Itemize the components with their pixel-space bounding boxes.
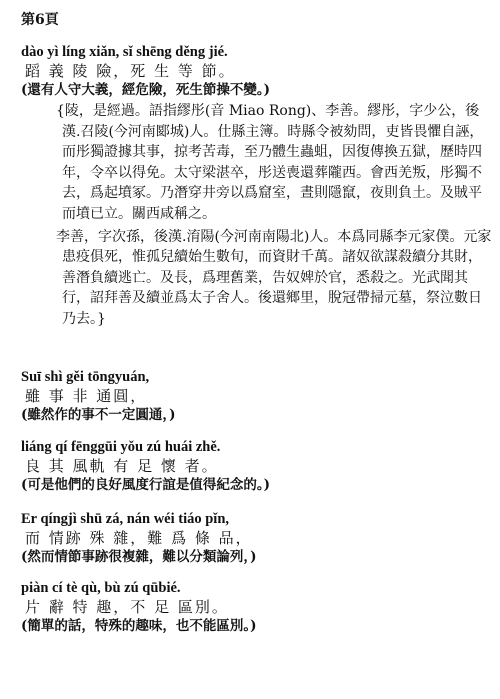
pinyin-line: dào yì líng xiǎn, sǐ shēng děng jié. — [21, 44, 228, 60]
annotation-paragraph-2: 李善，字次孫，後漢.淯陽(今河南南陽北)人。本爲同縣李元家僕。元家患疫俱死，惟孤兒續始生數旬，而資財千萬。諸奴欲謀殺續分其財，善潛負續逃亡。及長，爲理舊業，告奴婢於官，悉殺之。光武聞其行，詔拜善及續並爲太子舍人。後還鄉里，脫冠帶掃元墓，祭泣數日乃去。} — [56, 228, 492, 327]
hanzi-line: 而 情跡 殊 雜，難 爲 條 品， — [25, 529, 253, 547]
verse-block-4 — [21, 510, 257, 567]
annotation-block — [56, 101, 492, 330]
pinyin-line: liáng qí fēnggūi yǒu zú huái zhě. — [21, 439, 221, 455]
translation-line: (簡單的話，特殊的趣味，也不能區別。) — [21, 618, 257, 634]
translation-line: (還有人守大義，經危險，死生節操不變。) — [21, 82, 271, 98]
hanzi-line: 片 辭 特 趣，不 足 區別。 — [25, 598, 229, 616]
pinyin-line: piàn cí tè qù, bù zú qūbié. — [21, 580, 181, 596]
pinyin-line: Er qíngjì shū zá, nán wéi tiáo pǐn, — [21, 511, 230, 527]
verse-block-2 — [21, 368, 176, 425]
verse-block-1 — [21, 43, 270, 100]
translation-line: (可是他們的良好風度行誼是值得紀念的。) — [21, 477, 271, 493]
verse-block-3 — [21, 438, 270, 495]
page-number: 第6頁 — [21, 12, 59, 28]
verse-block-5 — [21, 579, 257, 636]
annotation-paragraph-1: {陵，是經過。語指繆彤(音 Miao Rong)、李善。繆彤，字少公，後漢.召陵(今河南郾城)人。仕縣主簿。時縣令被劾問，吏皆畏懼自誣，而彤獨證據其事，掠考苦毒，至乃體生蟲蛆，因復傳換五獄，歷時四年，令卒以得免。太守梁湛卒，彤送喪還葬隴西。會西羌叛，彤獨不去，爲起墳冢。乃潛穿井旁以爲窟室，晝則隱竄，夜則負土。及賊平而墳已立。關西咸稱之。 — [56, 103, 484, 222]
hanzi-line: 蹈 義 陵 險，死 生 等 節。 — [25, 62, 236, 80]
translation-line: (然而情節事跡很複雜，難以分類論列，) — [21, 549, 257, 565]
hanzi-line: 雖 事 非 通圓， — [25, 387, 148, 405]
hanzi-line: 良 其 風軌 有 足 懷 者。 — [25, 457, 219, 475]
pinyin-line: Suī shì gěi tōngyuán, — [21, 369, 150, 385]
translation-line: (雖然作的事不一定圓通，) — [21, 407, 176, 423]
